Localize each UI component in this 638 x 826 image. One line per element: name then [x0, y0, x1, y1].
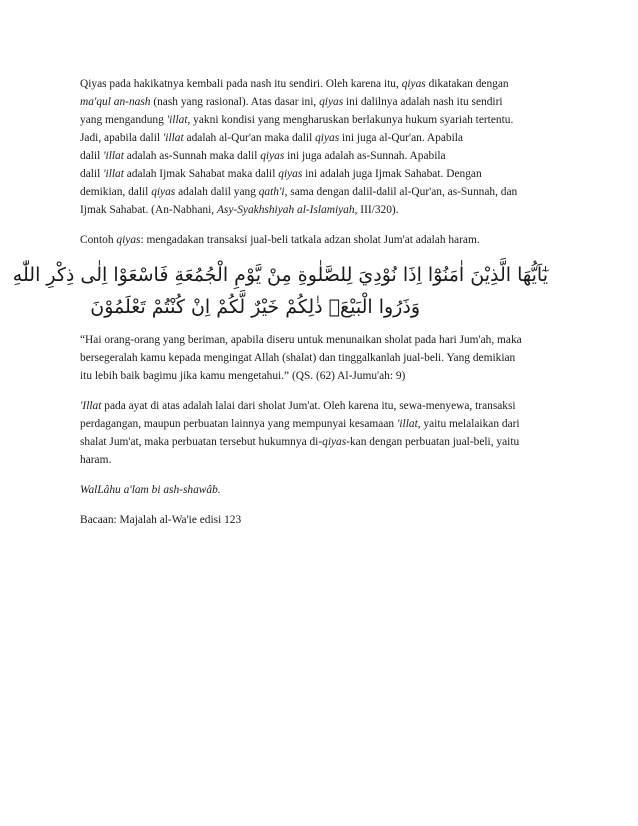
- text-run: yang mengandung: [80, 114, 167, 126]
- text-run: , III/320).: [354, 204, 399, 216]
- text-run: demikian, dalil: [80, 186, 152, 198]
- text-run: Jadi, apabila dalil: [80, 132, 163, 144]
- paragraph3-line: [80, 331, 568, 349]
- italic-text: 'illat: [162, 132, 184, 144]
- text-run: -kan dengan perbuatan jual-beli, yaitu: [346, 436, 520, 448]
- italic-text: 'illat: [103, 168, 124, 180]
- paragraph1-line: [80, 183, 568, 201]
- arabic-verse-line-1: يٰٓاَيُّهَا الَّذِيْنَ اٰمَنُوْٓا اِذَا نُوْدِيَ لِلصَّلٰوةِ مِنْ يَّوْمِ الْجُمُعَةِ فَاسْعَوْا اِلٰى ذِكْرِ اللّٰهِ: [12, 264, 548, 286]
- text-run: dalil: [80, 168, 104, 180]
- italic-text: qiyas: [319, 96, 344, 108]
- paragraph1-line: [80, 165, 568, 183]
- text-run: ini juga al-Qur'an. Apabila: [339, 132, 463, 144]
- text-run: dikatakan dengan: [425, 78, 509, 90]
- paragraph4-line: [80, 451, 568, 469]
- text-run: ini juga adalah as-Sunnah. Apabila: [284, 150, 446, 162]
- text-run: dalil: [80, 150, 104, 162]
- italic-text: qath'i: [258, 186, 285, 198]
- text-run: : mengadakan transaksi jual-beli tatkala adzan sholat Jum'at adalah haram.: [140, 234, 480, 246]
- paragraph-closing: [80, 481, 568, 499]
- text-run: itu lebih baik bagimu jika kamu mengetahui.” (QS. (62) Al-Jumu'ah: 9): [80, 370, 406, 382]
- italic-text: ma'qul an-nash: [80, 96, 151, 108]
- document-body: [12, 75, 568, 529]
- text-run: ini dalilnya adalah nash itu sendiri: [343, 96, 503, 108]
- paragraph1-line: [80, 75, 568, 93]
- text-run: perdagangan, maupun perbuatan lainnya yang mempunyai kesamaan: [80, 418, 397, 430]
- text-run: shalat Jum'at, maka perbuatan tersebut hukumnya di-: [80, 436, 323, 448]
- text-run: bersegeralah kamu kepada mengingat Allah (shalat) dan tinggalkanlah jual-beli. Yang demikian: [80, 352, 516, 364]
- paragraph-contoh-qiyas: [80, 231, 568, 249]
- text-run: adalah dalil yang: [175, 186, 259, 198]
- italic-text: 'illat: [396, 418, 418, 430]
- italic-text: qiyas: [260, 150, 285, 162]
- paragraph-qiyas-definition: [80, 75, 568, 219]
- text-run: Bacaan: Majalah al-Wa'ie edisi 123: [80, 514, 242, 526]
- paragraph-illat-explanation: [80, 397, 568, 469]
- italic-text: qiyas: [151, 186, 176, 198]
- italic-text: qiyas: [401, 78, 426, 90]
- text-run: adalah as-Sunnah maka dalil: [123, 150, 261, 162]
- paragraph3-line: [80, 367, 568, 385]
- italic-text: WalLâhu a'lam bi ash-shawâb.: [80, 484, 221, 496]
- paragraph3-line: [80, 349, 568, 367]
- text-run: pada ayat di atas adalah lalai dari sholat Jum'at. Oleh karena itu, sewa-menyewa, transaksi: [101, 400, 516, 412]
- text-run: haram.: [80, 454, 112, 466]
- text-run: adalah Ijmak Sahabat maka dalil: [123, 168, 279, 180]
- italic-text: qiyas: [116, 234, 141, 246]
- text-run: ini adalah juga Ijmak Sahabat. Dengan: [302, 168, 482, 180]
- arabic-verse-line-2: وَذَرُوا الْبَيْعَۗ ذٰلِكُمْ خَيْرٌ لَّكُمْ اِنْ كُنْتُمْ تَعْلَمُوْنَ: [90, 296, 420, 318]
- text-run: Ijmak Sahabat. (An-Nabhani,: [80, 204, 217, 216]
- arabic-verse: [12, 259, 568, 323]
- paragraph4-line: [80, 397, 568, 415]
- text-run: Qiyas pada hakikatnya kembali pada nash itu sendiri. Oleh karena itu,: [80, 78, 402, 90]
- text-run: , yaitu melalaikan dari: [417, 418, 520, 430]
- text-run: Contoh: [80, 234, 117, 246]
- paragraph6-line: [80, 511, 568, 529]
- paragraph1-line: [80, 147, 568, 165]
- text-run: adalah al-Qur'an maka dalil: [183, 132, 316, 144]
- paragraph4-line: [80, 433, 568, 451]
- paragraph1-line: [80, 201, 568, 219]
- text-run: (nash yang rasional). Atas dasar ini,: [150, 96, 320, 108]
- paragraph1-line: [80, 129, 568, 147]
- italic-text: 'Illat: [80, 400, 102, 412]
- paragraph4-line: [80, 415, 568, 433]
- paragraph-verse-translation: [80, 331, 568, 385]
- paragraph5-line: [80, 481, 568, 499]
- text-run: “Hai orang-orang yang beriman, apabila diseru untuk menunaikan sholat pada hari Jum'ah, maka: [80, 334, 522, 346]
- paragraph1-line: [80, 111, 568, 129]
- paragraph-reference: [80, 511, 568, 529]
- paragraph1-line: [80, 93, 568, 111]
- italic-text: qiyas: [315, 132, 340, 144]
- italic-text: 'illat: [166, 114, 188, 126]
- italic-text: qiyas: [322, 436, 347, 448]
- italic-text: Asy-Syakhshiyah al-Islamiyah: [216, 204, 355, 216]
- italic-text: 'illat: [103, 150, 124, 162]
- text-run: , sama dengan dalil-dalil al-Qur'an, as-Sunnah, dan: [284, 186, 518, 198]
- text-run: , yakni kondisi yang mengharuskan berlakunya hukum syariah tertentu.: [187, 114, 514, 126]
- italic-text: qiyas: [278, 168, 303, 180]
- paragraph2-line: [80, 231, 568, 249]
